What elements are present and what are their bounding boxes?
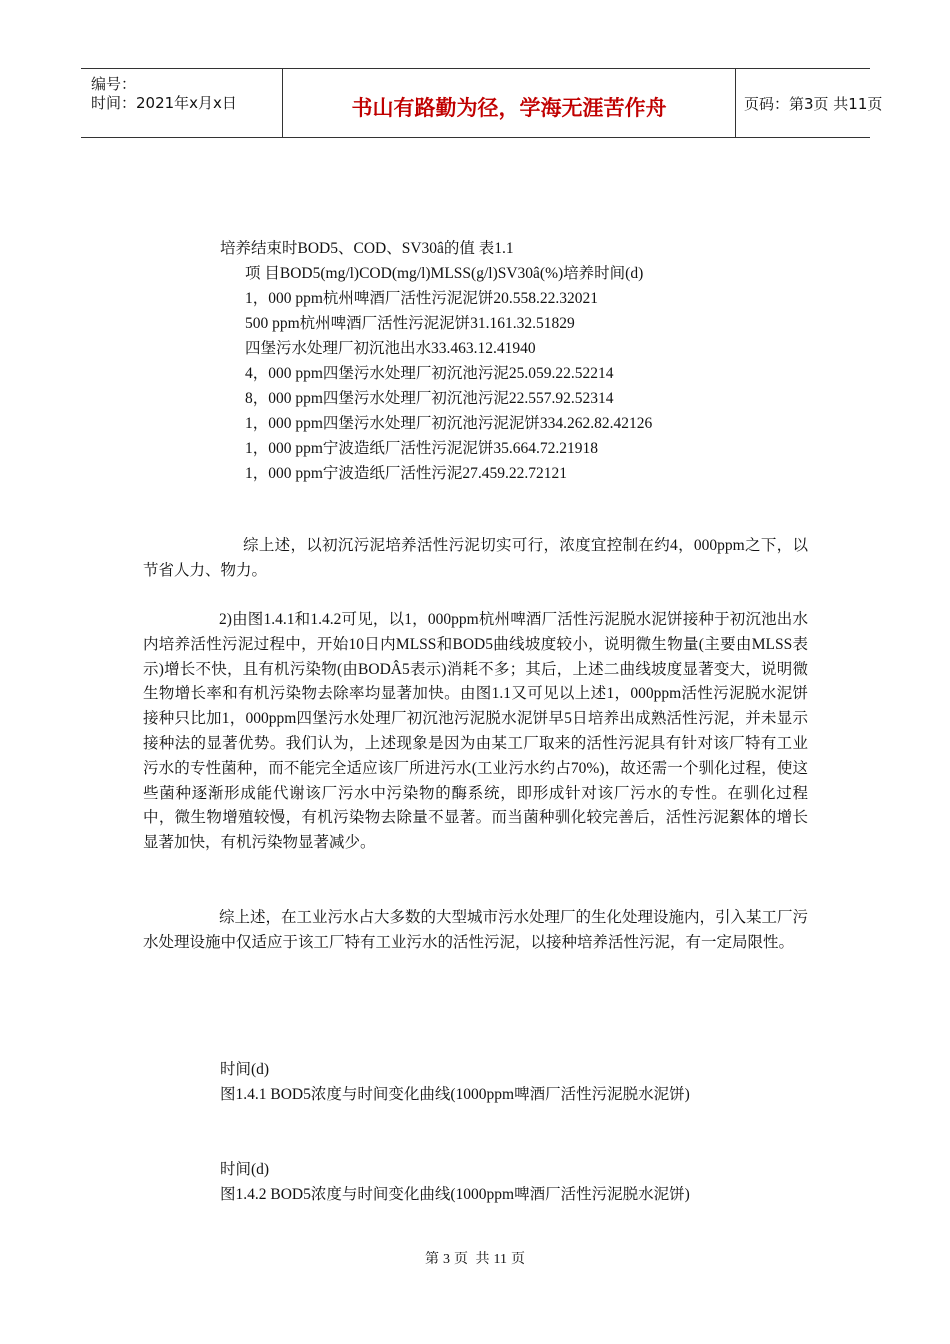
motto: 书山有路勤为径，学海无涯苦作舟 <box>351 96 667 120</box>
table-caption: 培养结束时BOD5、COD、SV30â的值 表1.1 <box>220 240 514 257</box>
table-row: 1，000 ppm杭州啤酒厂活性污泥泥饼20.558.22.32021 <box>245 290 599 307</box>
header-motto-cell <box>283 69 736 137</box>
table-header-row: 项 目BOD5(mg/l)COD(mg/l)MLSS(g/l)SV30â(%)培养时间(d) <box>245 265 644 282</box>
paragraph-summary-1: 综上述，以初沉污泥培养活性污泥切实可行，浓度宜控制在约4，000ppm之下，以节省人力、物力。 <box>143 537 808 579</box>
footer-page-number: 3 <box>443 1252 450 1267</box>
header-page-info: 页码：第3页 共11页 <box>744 95 883 113</box>
table-row: 8，000 ppm四堡污水处理厂初沉池污泥22.557.92.52314 <box>245 390 614 407</box>
doc-number-label: 编号： <box>91 75 137 93</box>
paragraph-analysis: 2)由图1.4.1和1.4.2可见，以1，000ppm杭州啤酒厂活性污泥脱水泥饼接种于初沉池出水内培养活性污泥过程中，开始10日内MLSS和BOD5曲线坡度较小，说明微生物量(主要由MLSS表示)增长不快，且有机污染物(由BODÂ5表示)消耗不多；其后，上述二曲线坡度显著变大，说明微生物增长率和有机污染物去除率均显著加快。由图1.1又可见以上述1，000ppm活性污泥脱水泥饼接种只比加1，000ppm四堡污水处理厂初沉池污泥脱水泥饼早5日培养出成熟活性污泥，并未显示接种法的显著优势。我们认为，上述现象是因为由某工厂取来的活性污泥具有针对该厂特有工业污水的专性菌种，而不能完全适应该厂所进污水(工业污水约占70%)，故还需一个驯化过程，使这些菌种逐渐形成能代谢该厂污水中污染物的酶系统，即形成针对该厂污水的专性。在驯化过程中，微生物增殖较慢，有机污染物去除量不显著。而当菌种驯化较完善后，活性污泥絮体的增长显著加快，有机污染物显著减少。 <box>143 611 808 852</box>
figure-caption: 图1.4.2 BOD5浓度与时间变化曲线(1000ppm啤酒厂活性污泥脱水泥饼) <box>220 1186 690 1203</box>
figure-axis-label: 时间(d) <box>220 1061 270 1078</box>
table-row: 1，000 ppm宁波造纸厂活性污泥泥饼35.664.72.21918 <box>245 440 599 457</box>
page-header <box>81 68 883 138</box>
header-left-cell <box>81 69 283 137</box>
table-row: 500 ppm杭州啤酒厂活性污泥泥饼31.161.32.51829 <box>245 315 575 332</box>
table-row: 4，000 ppm四堡污水处理厂初沉池污泥25.059.22.52214 <box>245 365 614 382</box>
figure-axis-label: 时间(d) <box>220 1161 270 1178</box>
date-line: 时间：2021年x月x日 <box>91 94 237 112</box>
page-footer <box>0 1248 950 1268</box>
paragraph-summary-2: 综上述，在工业污水占大多数的大型城市污水处理厂的生化处理设施内，引入某工厂污水处理设施中仅适应于该工厂特有工业污水的活性污泥，以接种培养活性污泥，有一定局限性。 <box>143 909 809 951</box>
table-row: 1，000 ppm宁波造纸厂活性污泥27.459.22.72121 <box>245 465 568 482</box>
footer-total-word: 共 <box>475 1252 490 1267</box>
footer-page-word: 第 <box>425 1252 439 1267</box>
figure-caption: 图1.4.1 BOD5浓度与时间变化曲线(1000ppm啤酒厂活性污泥脱水泥饼) <box>220 1086 690 1103</box>
header-page-cell <box>736 69 883 137</box>
footer-page-suffix: 页 <box>454 1252 468 1267</box>
table-row: 四堡污水处理厂初沉池出水33.463.12.41940 <box>245 340 536 357</box>
footer-total-suffix: 页 <box>510 1252 525 1267</box>
table-row: 1，000 ppm四堡污水处理厂初沉池污泥泥饼334.262.82.42126 <box>245 415 653 432</box>
footer-total-number: 11 <box>493 1252 507 1267</box>
